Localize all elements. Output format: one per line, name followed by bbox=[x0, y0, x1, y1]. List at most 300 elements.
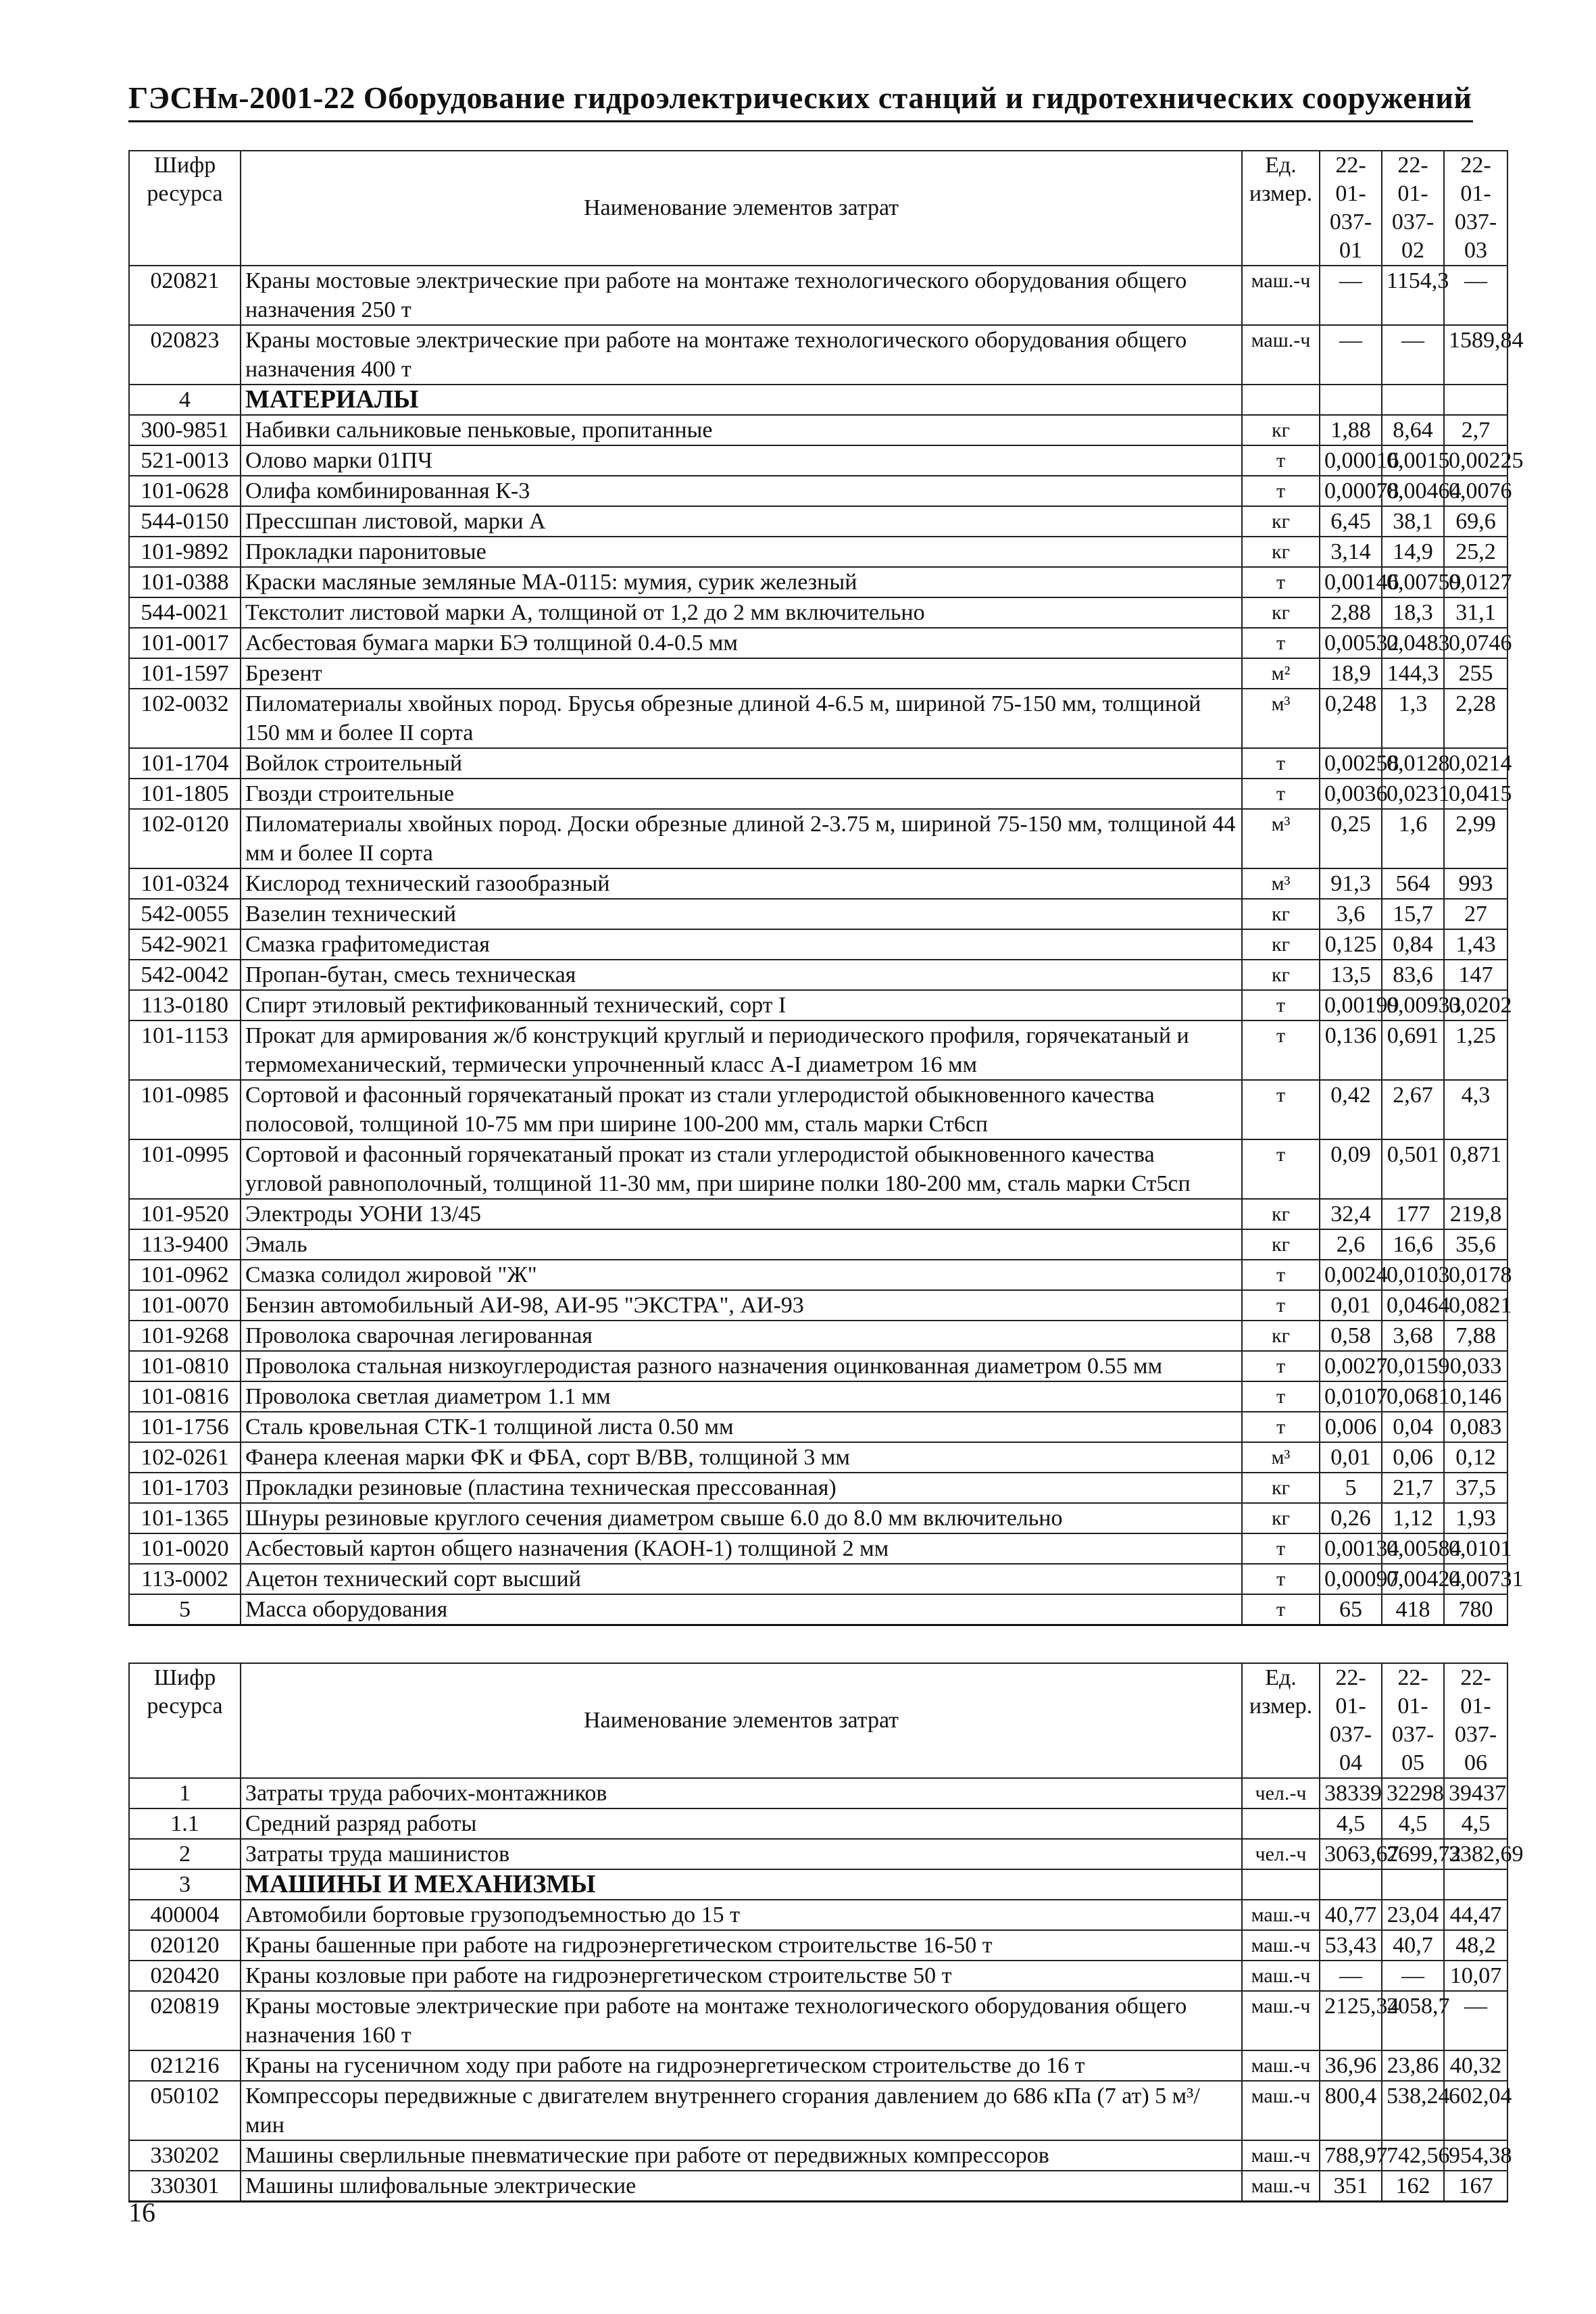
resource-code-cell: 020420 bbox=[129, 1961, 241, 1991]
value-col2-cell: 0,00759 bbox=[1382, 567, 1444, 597]
table-row bbox=[129, 2171, 1507, 2202]
unit-cell bbox=[1242, 385, 1320, 415]
unit-cell: т bbox=[1242, 1594, 1320, 1625]
resource-code-cell: 101-0020 bbox=[129, 1533, 241, 1564]
table-row bbox=[129, 1199, 1507, 1229]
value-col2-cell: 0,0159 bbox=[1382, 1351, 1444, 1381]
unit-cell: т bbox=[1242, 1412, 1320, 1442]
value-col1-cell: — bbox=[1320, 1961, 1382, 1991]
table-row bbox=[129, 1290, 1507, 1321]
value-col1-cell: — bbox=[1320, 266, 1382, 325]
resource-name-cell: Краски масляные земляные МА-0115: мумия, сурик железный bbox=[241, 567, 1242, 597]
resource-name-cell: Краны мостовые электрические при работе на монтаже технологического оборудования общего назначения 250 т bbox=[241, 266, 1242, 325]
unit-cell: маш.-ч bbox=[1242, 1991, 1320, 2050]
resource-code-cell: 101-0985 bbox=[129, 1080, 241, 1139]
value-col1-cell: 40,77 bbox=[1320, 1900, 1382, 1930]
resource-name-cell: Прокат для армирования ж/б конструкций круглый и периодического профиля, горячекатаный и термомеханический, термически упрочненный класс А-I диаметром 16 мм bbox=[241, 1020, 1242, 1080]
resource-code-cell: 542-0055 bbox=[129, 899, 241, 929]
value-col2-cell: 0,00424 bbox=[1382, 1564, 1444, 1594]
value-col3-cell: 37,5 bbox=[1444, 1473, 1507, 1503]
value-col3-cell: 0,0415 bbox=[1444, 779, 1507, 809]
value-col2-cell: — bbox=[1382, 325, 1444, 385]
value-col2-cell: 0,0015 bbox=[1382, 445, 1444, 476]
resource-code-cell: 020821 bbox=[129, 266, 241, 325]
value-col1-cell: 788,97 bbox=[1320, 2140, 1382, 2171]
resource-name-cell: Электроды УОНИ 13/45 bbox=[241, 1199, 1242, 1229]
value-col3-cell: 1,43 bbox=[1444, 929, 1507, 960]
value-col1-cell: 351 bbox=[1320, 2171, 1382, 2202]
value-col1-cell bbox=[1320, 1869, 1382, 1900]
value-col3-cell: 1,25 bbox=[1444, 1020, 1507, 1080]
unit-cell: т bbox=[1242, 1080, 1320, 1139]
resource-name-cell: Асбестовый картон общего назначения (КАОН-1) толщиной 2 мм bbox=[241, 1533, 1242, 1564]
value-col3-cell: 0,0746 bbox=[1444, 628, 1507, 658]
value-col3-cell: 993 bbox=[1444, 868, 1507, 899]
resource-code-cell: 101-1597 bbox=[129, 658, 241, 689]
value-col3-cell: 44,47 bbox=[1444, 1900, 1507, 1930]
resource-name-cell: Смазка солидол жировой "Ж" bbox=[241, 1260, 1242, 1290]
resource-code-cell: 5 bbox=[129, 1594, 241, 1625]
value-col3-cell: 4,5 bbox=[1444, 1808, 1507, 1839]
value-col3-cell: 954,38 bbox=[1444, 2140, 1507, 2171]
resource-code-cell: 3 bbox=[129, 1869, 241, 1900]
value-col1-cell: 38339 bbox=[1320, 1778, 1382, 1808]
value-col2-cell: 0,06 bbox=[1382, 1442, 1444, 1473]
value-col1-cell: 3063,67 bbox=[1320, 1839, 1382, 1869]
value-col3-cell: 69,6 bbox=[1444, 506, 1507, 537]
value-col1-cell: 0,125 bbox=[1320, 929, 1382, 960]
value-col3-cell: 219,8 bbox=[1444, 1199, 1507, 1229]
value-col3-cell: 2,99 bbox=[1444, 809, 1507, 868]
resource-name-cell: Масса оборудования bbox=[241, 1594, 1242, 1625]
value-col2-cell: 0,0681 bbox=[1382, 1381, 1444, 1412]
unit-cell: т bbox=[1242, 990, 1320, 1020]
resources-table-1 bbox=[128, 150, 1524, 1626]
value-col3-cell: 0,871 bbox=[1444, 1139, 1507, 1199]
table-row bbox=[129, 809, 1507, 868]
header-code: Шифр ресурса bbox=[129, 151, 241, 266]
resource-name-cell: МАТЕРИАЛЫ bbox=[241, 385, 1242, 415]
value-col2-cell: 0,0128 bbox=[1382, 748, 1444, 779]
header-unit: Ед. измер. bbox=[1242, 151, 1320, 266]
resource-code-cell: 400004 bbox=[129, 1900, 241, 1930]
value-col1-cell: 2125,34 bbox=[1320, 1991, 1382, 2050]
table-row bbox=[129, 1930, 1507, 1961]
value-col3-cell: 255 bbox=[1444, 658, 1507, 689]
resource-name-cell: Спирт этиловый ректификованный технический, сорт I bbox=[241, 990, 1242, 1020]
value-col3-cell: 2,7 bbox=[1444, 415, 1507, 445]
value-col2-cell: 0,04 bbox=[1382, 1412, 1444, 1442]
value-col2-cell: 1,3 bbox=[1382, 689, 1444, 748]
value-col2-cell: 564 bbox=[1382, 868, 1444, 899]
value-col1-cell: 36,96 bbox=[1320, 2050, 1382, 2081]
unit-cell: маш.-ч bbox=[1242, 1900, 1320, 1930]
unit-cell: кг bbox=[1242, 1473, 1320, 1503]
value-col1-cell: 0,01 bbox=[1320, 1442, 1382, 1473]
unit-cell: т bbox=[1242, 1139, 1320, 1199]
resource-name-cell: Сортовой и фасонный горячекатаный прокат из стали углеродистой обыкновенного качества угловой равнополочный, толщиной 11-30 мм, при ширине полки 180-200 мм, сталь марки Ст5сп bbox=[241, 1139, 1242, 1199]
resource-name-cell: Ацетон технический сорт высший bbox=[241, 1564, 1242, 1594]
resource-code-cell: 101-0995 bbox=[129, 1139, 241, 1199]
value-col3-cell: 780 bbox=[1444, 1594, 1507, 1625]
value-col1-cell: — bbox=[1320, 325, 1382, 385]
resource-code-cell: 101-0816 bbox=[129, 1381, 241, 1412]
resource-code-cell: 101-0962 bbox=[129, 1260, 241, 1290]
resource-name-cell: Эмаль bbox=[241, 1229, 1242, 1260]
resource-name-cell: Автомобили бортовые грузоподъемностью до 15 т bbox=[241, 1900, 1242, 1930]
table-row bbox=[129, 1351, 1507, 1381]
unit-cell: кг bbox=[1242, 929, 1320, 960]
unit-cell: кг bbox=[1242, 1229, 1320, 1260]
resource-code-cell: 050102 bbox=[129, 2081, 241, 2140]
value-col2-cell: 83,6 bbox=[1382, 960, 1444, 990]
unit-cell: чел.-ч bbox=[1242, 1778, 1320, 1808]
unit-cell: кг bbox=[1242, 1503, 1320, 1533]
table-row bbox=[129, 2050, 1507, 2081]
value-col2-cell: 0,0464 bbox=[1382, 1290, 1444, 1321]
resource-code-cell: 113-0002 bbox=[129, 1564, 241, 1594]
table-row bbox=[129, 1503, 1507, 1533]
unit-cell: кг bbox=[1242, 1199, 1320, 1229]
value-col3-cell: 3382,69 bbox=[1444, 1839, 1507, 1869]
value-col3-cell: 0,0202 bbox=[1444, 990, 1507, 1020]
value-col3-cell: 7,88 bbox=[1444, 1321, 1507, 1351]
resource-code-cell: 101-0070 bbox=[129, 1290, 241, 1321]
unit-cell: кг bbox=[1242, 1321, 1320, 1351]
resource-code-cell: 1 bbox=[129, 1778, 241, 1808]
resource-name-cell: Асбестовая бумага марки БЭ толщиной 0.4-0.5 мм bbox=[241, 628, 1242, 658]
resource-code-cell: 544-0021 bbox=[129, 597, 241, 628]
unit-cell: м³ bbox=[1242, 809, 1320, 868]
table-row bbox=[129, 445, 1507, 476]
section-row bbox=[129, 385, 1507, 415]
resource-name-cell: Гвозди строительные bbox=[241, 779, 1242, 809]
value-col2-cell: 14,9 bbox=[1382, 537, 1444, 567]
table-row bbox=[129, 1260, 1507, 1290]
resource-name-cell: Краны козловые при работе на гидроэнергетическом строительстве 50 т bbox=[241, 1961, 1242, 1991]
value-col1-cell: 32,4 bbox=[1320, 1199, 1382, 1229]
value-col3-cell: 4,3 bbox=[1444, 1080, 1507, 1139]
resource-code-cell: 101-1805 bbox=[129, 779, 241, 809]
resource-code-cell: 544-0150 bbox=[129, 506, 241, 537]
unit-cell: кг bbox=[1242, 597, 1320, 628]
resource-name-cell: Набивки сальниковые пеньковые, пропитанные bbox=[241, 415, 1242, 445]
value-col1-cell: 0,00199 bbox=[1320, 990, 1382, 1020]
unit-cell: кг bbox=[1242, 506, 1320, 537]
resource-code-cell: 113-0180 bbox=[129, 990, 241, 1020]
resource-code-cell: 113-9400 bbox=[129, 1229, 241, 1260]
value-col2-cell: 2,67 bbox=[1382, 1080, 1444, 1139]
value-col2-cell: 0,501 bbox=[1382, 1139, 1444, 1199]
resource-name-cell: Машины сверлильные пневматические при работе от передвижных компрессоров bbox=[241, 2140, 1242, 2171]
unit-cell: т bbox=[1242, 445, 1320, 476]
resource-code-cell: 101-1153 bbox=[129, 1020, 241, 1080]
value-col3-cell: 0,0127 bbox=[1444, 567, 1507, 597]
unit-cell: маш.-ч bbox=[1242, 266, 1320, 325]
value-col2-cell: 40,7 bbox=[1382, 1930, 1444, 1961]
value-col1-cell: 65 bbox=[1320, 1594, 1382, 1625]
value-col1-cell: 0,26 bbox=[1320, 1503, 1382, 1533]
title-rule bbox=[128, 120, 1473, 122]
table-row bbox=[129, 2081, 1507, 2140]
value-col1-cell: 0,00078 bbox=[1320, 476, 1382, 506]
value-col3-cell: 25,2 bbox=[1444, 537, 1507, 567]
resource-name-cell: Проволока стальная низкоуглеродистая разного назначения оцинкованная диаметром 0.55 мм bbox=[241, 1351, 1242, 1381]
resource-code-cell: 521-0013 bbox=[129, 445, 241, 476]
table-header-row bbox=[129, 1663, 1507, 1778]
value-col2-cell: 538,24 bbox=[1382, 2081, 1444, 2140]
header-col2: 22-01-037-05 bbox=[1382, 1663, 1444, 1778]
value-col1-cell: 0,248 bbox=[1320, 689, 1382, 748]
unit-cell bbox=[1242, 1869, 1320, 1900]
value-col3-cell: 0,0821 bbox=[1444, 1290, 1507, 1321]
table-row bbox=[129, 1900, 1507, 1930]
resource-name-cell: Компрессоры передвижные с двигателем внутреннего сгорания давлением до 686 кПа (7 ат) 5 м³/мин bbox=[241, 2081, 1242, 2140]
resource-code-cell: 101-0388 bbox=[129, 567, 241, 597]
value-col2-cell: 177 bbox=[1382, 1199, 1444, 1229]
resource-name-cell: Вазелин технический bbox=[241, 899, 1242, 929]
table-row bbox=[129, 266, 1507, 325]
unit-cell: м³ bbox=[1242, 1442, 1320, 1473]
table-row bbox=[129, 325, 1507, 385]
value-col2-cell: 0,0231 bbox=[1382, 779, 1444, 809]
value-col2-cell: 23,86 bbox=[1382, 2050, 1444, 2081]
resource-code-cell: 101-0324 bbox=[129, 868, 241, 899]
resource-name-cell: Краны мостовые электрические при работе на монтаже технологического оборудования общего назначения 400 т bbox=[241, 325, 1242, 385]
value-col3-cell: 40,32 bbox=[1444, 2050, 1507, 2081]
value-col1-cell: 0,00134 bbox=[1320, 1533, 1382, 1564]
value-col2-cell: 21,7 bbox=[1382, 1473, 1444, 1503]
table-row bbox=[129, 990, 1507, 1020]
resource-name-cell: Бензин автомобильный АИ-98, АИ-95 "ЭКСТРА", АИ-93 bbox=[241, 1290, 1242, 1321]
unit-cell: маш.-ч bbox=[1242, 2140, 1320, 2171]
resource-name-cell: Олово марки 01ПЧ bbox=[241, 445, 1242, 476]
value-col2-cell: 16,6 bbox=[1382, 1229, 1444, 1260]
value-col2-cell: 1,12 bbox=[1382, 1503, 1444, 1533]
value-col3-cell: 0,0178 bbox=[1444, 1260, 1507, 1290]
page-number: 16 bbox=[128, 2197, 155, 2227]
value-col2-cell: 8,64 bbox=[1382, 415, 1444, 445]
value-col3-cell: 0,00731 bbox=[1444, 1564, 1507, 1594]
unit-cell: т bbox=[1242, 1260, 1320, 1290]
unit-cell: т bbox=[1242, 1381, 1320, 1412]
resource-name-cell: Машины шлифовальные электрические bbox=[241, 2171, 1242, 2202]
value-col2-cell: 2058,7 bbox=[1382, 1991, 1444, 2050]
table-row bbox=[129, 1020, 1507, 1080]
table-row bbox=[129, 597, 1507, 628]
value-col2-cell bbox=[1382, 1869, 1444, 1900]
table-row bbox=[129, 689, 1507, 748]
unit-cell: т bbox=[1242, 1351, 1320, 1381]
resource-code-cell: 300-9851 bbox=[129, 415, 241, 445]
resource-name-cell: Проволока светлая диаметром 1.1 мм bbox=[241, 1381, 1242, 1412]
value-col2-cell: 0,0483 bbox=[1382, 628, 1444, 658]
resource-name-cell: Прокладки паронитовые bbox=[241, 537, 1242, 567]
value-col1-cell: 0,00258 bbox=[1320, 748, 1382, 779]
resource-code-cell: 101-9892 bbox=[129, 537, 241, 567]
value-col3-cell: 27 bbox=[1444, 899, 1507, 929]
value-col1-cell: 2,6 bbox=[1320, 1229, 1382, 1260]
table-header-row bbox=[129, 151, 1507, 266]
header-name: Наименование элементов затрат bbox=[241, 1663, 1242, 1778]
table-row bbox=[129, 779, 1507, 809]
resource-name-cell: Затраты труда машинистов bbox=[241, 1839, 1242, 1869]
value-col1-cell: 53,43 bbox=[1320, 1930, 1382, 1961]
value-col1-cell: 0,0036 bbox=[1320, 779, 1382, 809]
resource-code-cell: 101-0017 bbox=[129, 628, 241, 658]
value-col2-cell: 144,3 bbox=[1382, 658, 1444, 689]
section-row bbox=[129, 1869, 1507, 1900]
resource-name-cell: Фанера клееная марки ФК и ФБА, сорт В/ВВ, толщиной 3 мм bbox=[241, 1442, 1242, 1473]
table-row bbox=[129, 1381, 1507, 1412]
resource-name-cell: Средний разряд работы bbox=[241, 1808, 1242, 1839]
value-col3-cell: 0,083 bbox=[1444, 1412, 1507, 1442]
value-col3-cell: 0,033 bbox=[1444, 1351, 1507, 1381]
table-row bbox=[129, 929, 1507, 960]
resource-code-cell: 102-0261 bbox=[129, 1442, 241, 1473]
resource-name-cell: Затраты труда рабочих-монтажников bbox=[241, 1778, 1242, 1808]
value-col2-cell: 1,6 bbox=[1382, 809, 1444, 868]
value-col1-cell: 0,25 bbox=[1320, 809, 1382, 868]
resource-code-cell: 101-1704 bbox=[129, 748, 241, 779]
resource-code-cell: 542-9021 bbox=[129, 929, 241, 960]
resource-name-cell: Смазка графитомедистая bbox=[241, 929, 1242, 960]
resource-code-cell: 102-0032 bbox=[129, 689, 241, 748]
unit-cell: т bbox=[1242, 779, 1320, 809]
resource-name-cell: Краны на гусеничном ходу при работе на гидроэнергетическом строительстве до 16 т bbox=[241, 2050, 1242, 2081]
value-col2-cell: 3,68 bbox=[1382, 1321, 1444, 1351]
value-col3-cell: 0,0076 bbox=[1444, 476, 1507, 506]
value-col1-cell: 0,0027 bbox=[1320, 1351, 1382, 1381]
value-col2-cell: 1154,3 bbox=[1382, 266, 1444, 325]
resource-code-cell: 020819 bbox=[129, 1991, 241, 2050]
table-row bbox=[129, 658, 1507, 689]
value-col3-cell: 31,1 bbox=[1444, 597, 1507, 628]
table-row bbox=[129, 748, 1507, 779]
value-col1-cell: 2,88 bbox=[1320, 597, 1382, 628]
value-col3-cell bbox=[1444, 1869, 1507, 1900]
table-row bbox=[129, 506, 1507, 537]
resource-code-cell: 2 bbox=[129, 1839, 241, 1869]
table-row bbox=[129, 960, 1507, 990]
unit-cell: кг bbox=[1242, 415, 1320, 445]
value-col1-cell: 0,0107 bbox=[1320, 1381, 1382, 1412]
resource-code-cell: 101-1756 bbox=[129, 1412, 241, 1442]
table-row bbox=[129, 1991, 1507, 2050]
unit-cell: т bbox=[1242, 476, 1320, 506]
value-col3-cell: 0,12 bbox=[1444, 1442, 1507, 1473]
resource-name-cell: Пропан-бутан, смесь техническая bbox=[241, 960, 1242, 990]
value-col1-cell: 800,4 bbox=[1320, 2081, 1382, 2140]
resource-name-cell: Кислород технический газообразный bbox=[241, 868, 1242, 899]
table-row bbox=[129, 1321, 1507, 1351]
header-name: Наименование элементов затрат bbox=[241, 151, 1242, 266]
resource-code-cell: 101-9520 bbox=[129, 1199, 241, 1229]
resource-code-cell: 1.1 bbox=[129, 1808, 241, 1839]
unit-cell: м³ bbox=[1242, 868, 1320, 899]
header-col3: 22-01-037-06 bbox=[1444, 1663, 1507, 1778]
value-col3-cell bbox=[1444, 385, 1507, 415]
header-col3: 22-01-037-03 bbox=[1444, 151, 1507, 266]
resource-name-cell: Прессшпан листовой, марки А bbox=[241, 506, 1242, 537]
value-col2-cell: 0,691 bbox=[1382, 1020, 1444, 1080]
value-col2-cell bbox=[1382, 385, 1444, 415]
table-row bbox=[129, 1229, 1507, 1260]
unit-cell: маш.-ч bbox=[1242, 2171, 1320, 2202]
unit-cell: м² bbox=[1242, 658, 1320, 689]
value-col1-cell: 0,006 bbox=[1320, 1412, 1382, 1442]
value-col1-cell: 4,5 bbox=[1320, 1808, 1382, 1839]
value-col1-cell: 18,9 bbox=[1320, 658, 1382, 689]
value-col1-cell: 13,5 bbox=[1320, 960, 1382, 990]
value-col1-cell: 0,01 bbox=[1320, 1290, 1382, 1321]
table-row bbox=[129, 1473, 1507, 1503]
value-col2-cell: 32298 bbox=[1382, 1778, 1444, 1808]
resource-name-cell: Пиломатериалы хвойных пород. Брусья обрезные длиной 4-6.5 м, шириной 75-150 мм, толщиной 150 мм и более II сорта bbox=[241, 689, 1242, 748]
value-col3-cell: 35,6 bbox=[1444, 1229, 1507, 1260]
value-col2-cell: 162 bbox=[1382, 2171, 1444, 2202]
resource-code-cell: 330202 bbox=[129, 2140, 241, 2171]
unit-cell: кг bbox=[1242, 899, 1320, 929]
value-col2-cell: 38,1 bbox=[1382, 506, 1444, 537]
value-col1-cell: 0,00532 bbox=[1320, 628, 1382, 658]
value-col2-cell: 0,84 bbox=[1382, 929, 1444, 960]
table-row bbox=[129, 628, 1507, 658]
resource-name-cell: Шнуры резиновые круглого сечения диаметром свыше 6.0 до 8.0 мм включительно bbox=[241, 1503, 1242, 1533]
value-col1-cell: 91,3 bbox=[1320, 868, 1382, 899]
table-row bbox=[129, 476, 1507, 506]
resource-code-cell: 021216 bbox=[129, 2050, 241, 2081]
header-code: Шифр ресурса bbox=[129, 1663, 241, 1778]
value-col1-cell: 6,45 bbox=[1320, 506, 1382, 537]
value-col2-cell: 418 bbox=[1382, 1594, 1444, 1625]
unit-cell: т bbox=[1242, 1533, 1320, 1564]
resource-name-cell: Прокладки резиновые (пластина техническая прессованная) bbox=[241, 1473, 1242, 1503]
table-row bbox=[129, 1564, 1507, 1594]
resource-name-cell: МАШИНЫ И МЕХАНИЗМЫ bbox=[241, 1869, 1242, 1900]
value-col3-cell: 2,28 bbox=[1444, 689, 1507, 748]
resource-name-cell: Проволока сварочная легированная bbox=[241, 1321, 1242, 1351]
resource-code-cell: 101-9268 bbox=[129, 1321, 241, 1351]
resource-code-cell: 330301 bbox=[129, 2171, 241, 2202]
value-col1-cell: 0,58 bbox=[1320, 1321, 1382, 1351]
value-col2-cell: 742,56 bbox=[1382, 2140, 1444, 2171]
value-col1-cell: 0,0024 bbox=[1320, 1260, 1382, 1290]
resource-code-cell: 101-1365 bbox=[129, 1503, 241, 1533]
table-row bbox=[129, 1778, 1507, 1808]
header-unit: Ед. измер. bbox=[1242, 1663, 1320, 1778]
resources-table-2 bbox=[128, 1663, 1524, 2202]
resource-code-cell: 101-1703 bbox=[129, 1473, 241, 1503]
value-col3-cell: 1589,84 bbox=[1444, 325, 1507, 385]
table-row bbox=[129, 899, 1507, 929]
table-row bbox=[129, 1080, 1507, 1139]
header-col2: 22-01-037-02 bbox=[1382, 151, 1444, 266]
table-row bbox=[129, 2140, 1507, 2171]
resource-name-cell: Олифа комбинированная К-3 bbox=[241, 476, 1242, 506]
table-row bbox=[129, 1839, 1507, 1869]
value-col3-cell: 0,146 bbox=[1444, 1381, 1507, 1412]
unit-cell: т bbox=[1242, 567, 1320, 597]
value-col2-cell: 0,00933 bbox=[1382, 990, 1444, 1020]
resource-name-cell: Сталь кровельная СТК-1 толщиной листа 0.50 мм bbox=[241, 1412, 1242, 1442]
resource-name-cell: Брезент bbox=[241, 658, 1242, 689]
value-col1-cell: 3,14 bbox=[1320, 537, 1382, 567]
value-col1-cell: 3,6 bbox=[1320, 899, 1382, 929]
unit-cell: т bbox=[1242, 1290, 1320, 1321]
table-row bbox=[129, 1808, 1507, 1839]
unit-cell: чел.-ч bbox=[1242, 1839, 1320, 1869]
